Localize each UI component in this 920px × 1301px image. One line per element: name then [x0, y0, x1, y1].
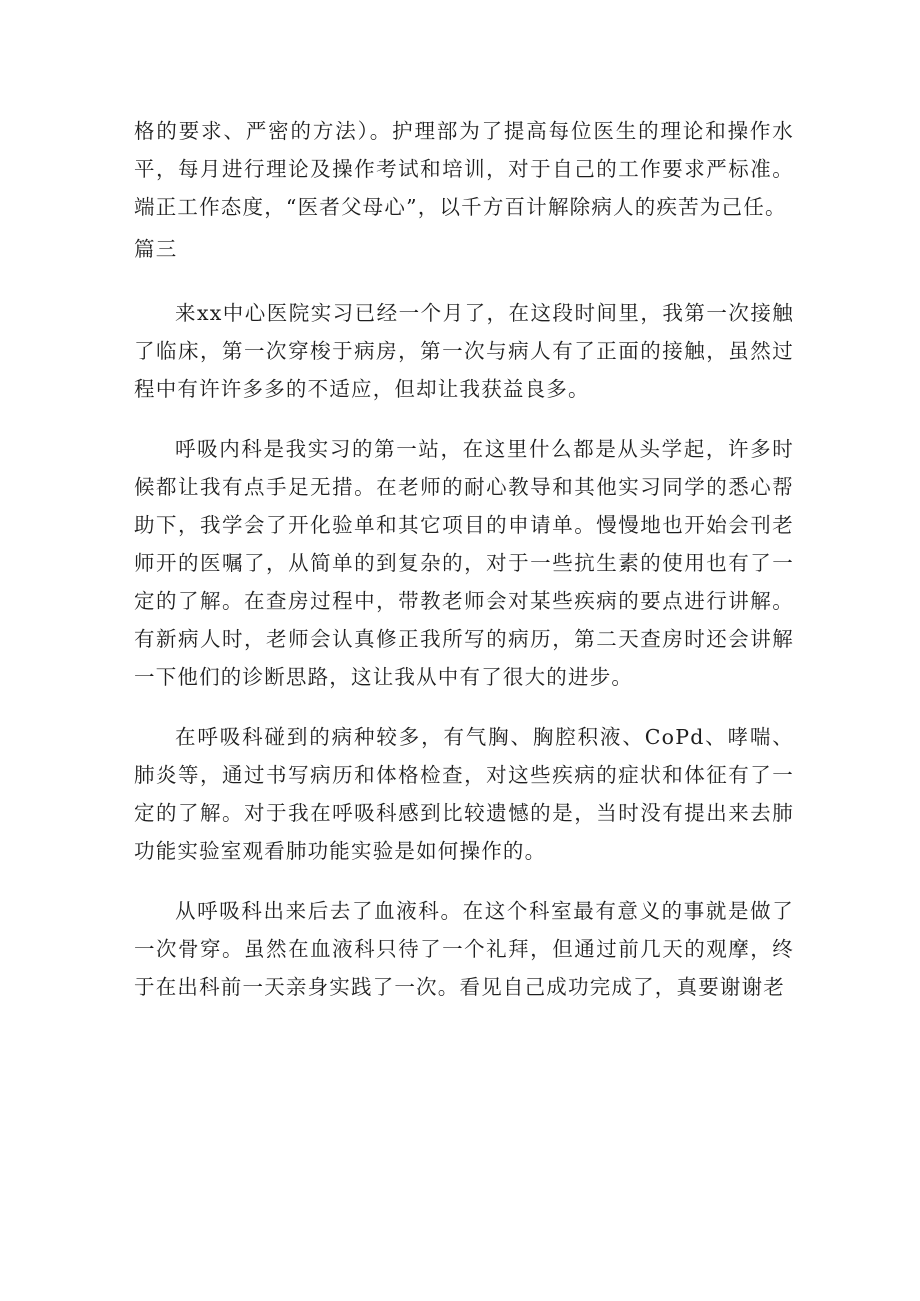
section-heading: 篇三 — [134, 237, 178, 261]
document-body — [134, 112, 794, 1006]
paragraph-respiratory-dept: 呼吸内科是我实习的第一站，在这里什么都是从头学起，许多时候都让我有点手足无措。在老师的耐心教导和其他实习同学的悉心帮助下，我学会了开化验单和其它项目的申请单。慢慢地也开始会刊老师开的医嘱了，从简单的到复杂的，对于一些抗生素的使用也有了一定的了解。在查房过程中，带教老师会对某些疾病的要点进行讲解。有新病人时，老师会认真修正我所写的病历，第二天查房时还会讲解一下他们的诊断思路，这让我从中有了很大的进步。 — [134, 437, 794, 689]
paragraph-respiratory-diseases: 在呼吸科碰到的病种较多，有气胸、胸腔积液、CoPd、哮喘、肺炎等，通过书写病历和体格检查，对这些疾病的症状和体征有了一定的了解。对于我在呼吸科感到比较遗憾的是，当时没有提出来去肺功能实验室观看肺功能实验是如何操作的。 — [134, 725, 794, 863]
paragraph-intro: 来xx中心医院实习已经一个月了，在这段时间里，我第一次接触了临床，第一次穿梭于病房，第一次与病人有了正面的接触，虽然过程中有许许多多的不适应，但却让我获益良多。 — [134, 301, 794, 401]
paragraph-continuation: 格的要求、严密的方法）。护理部为了提高每位医生的理论和操作水平，每月进行理论及操作考试和培训，对于自己的工作要求严标准。端正工作态度，“医者父母心”，以千方百计解除病人的疾苦为己任。 — [134, 119, 794, 219]
paragraph-hematology: 从呼吸科出来后去了血液科。在这个科室最有意义的事就是做了一次骨穿。虽然在血液科只待了一个礼拜，但通过前几天的观摩，终于在出科前一天亲身实践了一次。看见自己成功完成了，真要谢谢老 — [134, 899, 794, 999]
